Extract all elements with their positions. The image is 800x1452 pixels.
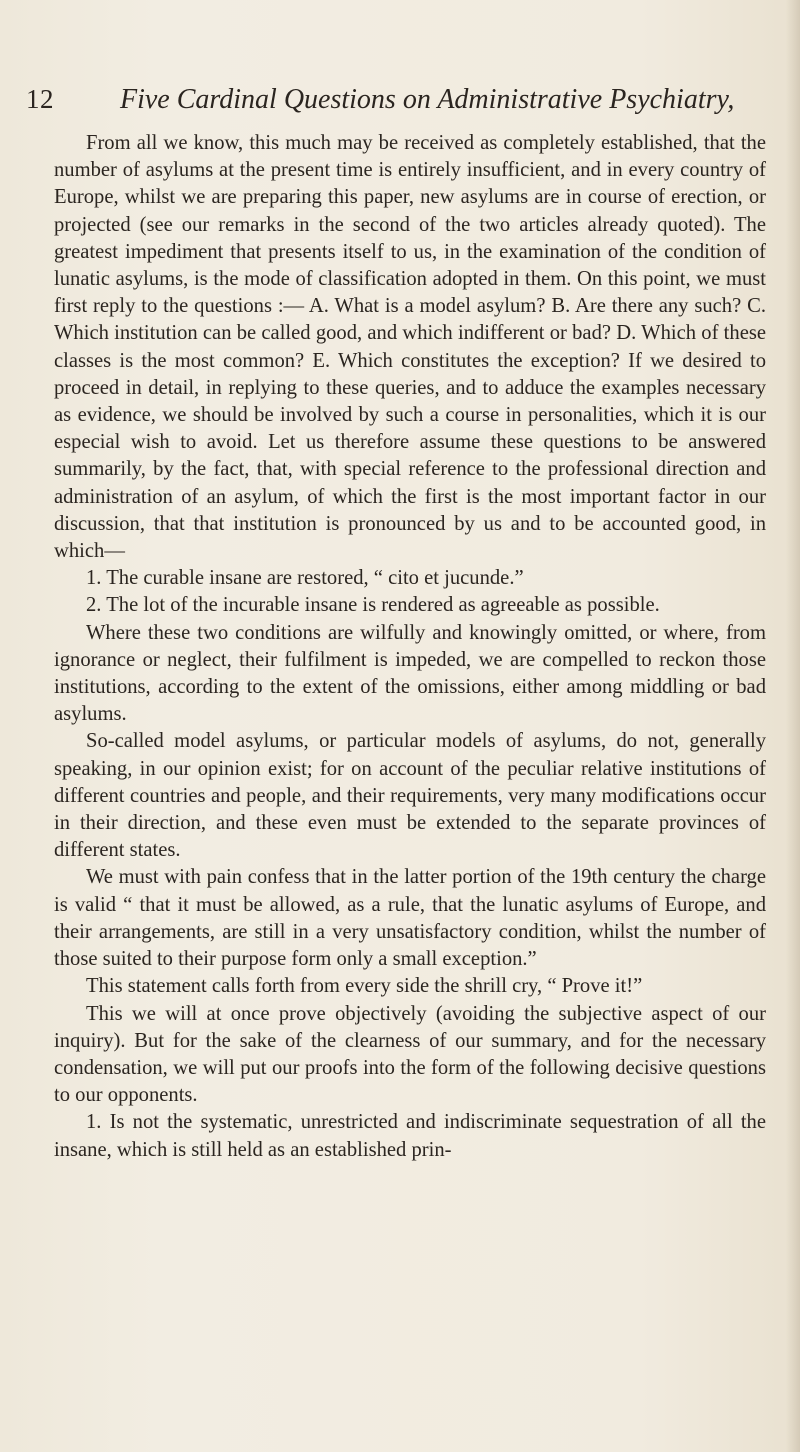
condition-1: 1. The curable insane are restored, “ cito et jucunde.” [86,567,524,590]
page-number: 12 [26,84,54,114]
paragraph-model-asylums: So-called model asylums, or particular models of asylums, do not, generally speaking, in our opinion exist; for on account of the peculiar relative institutions of different countries and people, and their requirements, very many modifications occur in their direction, and these even must be extended to the separate provinces of different states. [54,730,766,862]
paragraph-19th-century: We must with pain confess that in the latter portion of the 19th century the charge is valid “ that it must be allowed, as a rule, that the lunatic asylums of Europe, and their arrangements, are still in a very unsatisfactory condition, whilst the number of those suited to their purpose form only a small exception.” [54,866,766,971]
running-title: Five Cardinal Questions on Administrative Psychiatry, [120,84,735,115]
page-header [26,84,776,124]
paragraph-intro: From all we know, this much may be received as completely established, that the number of asylums at the present time is entirely insufficient, and in every country of Europe, whilst we are preparing this paper, new asylums are in course of erection, or projected (see our remarks in the second of the two articles already quoted). The greatest impediment that presents itself to us, in the examination of the condition of lunatic asylums, is the mode of classification adopted in them. On this point, we must first reply to the questions :— A. What is a model asylum? B. Are there any such? C. Which institution can be called good, and which indifferent or bad? D. Which of these classes is the most common? E. Which constitutes the exception? If we desired to proceed in detail, in replying to these queries, and to adduce the examples necessary as evidence, we should be involved by such a course in personalities, which it is our especial wish to avoid. Let us therefore assume these questions to be answered summarily, by the fact, that, with special reference to the professional direction and administration of an asylum, of which the first is the most important factor in our discussion, that that institution is pronounced by us and to be accounted good, in which— [54,132,766,563]
paragraph-omissions: Where these two conditions are wilfully and knowingly omitted, or where, from ignorance or neglect, their fulfilment is impeded, we are compelled to reckon those institutions, according to the extent of the omissions, either among middling or bad asylums. [54,621,766,726]
condition-2: 2. The lot of the incurable insane is rendered as agreeable as possible. [86,594,660,617]
question-1: 1. Is not the systematic, unrestricted and indiscriminate sequestration of all the insane, which is still held as an established prin- [54,1111,766,1161]
paragraph-objective-proof: This we will at once prove objectively (avoiding the subjective aspect of our inquiry). But for the sake of the clearness of our summary, and for the necessary condensation, we will put our proofs into the form of the following decisive questions to our opponents. [54,1002,766,1107]
body-text [54,130,766,1164]
paragraph-prove-it: This statement calls forth from every side the shrill cry, “ Prove it!” [86,975,643,998]
page-edge-shadow [786,0,800,1452]
